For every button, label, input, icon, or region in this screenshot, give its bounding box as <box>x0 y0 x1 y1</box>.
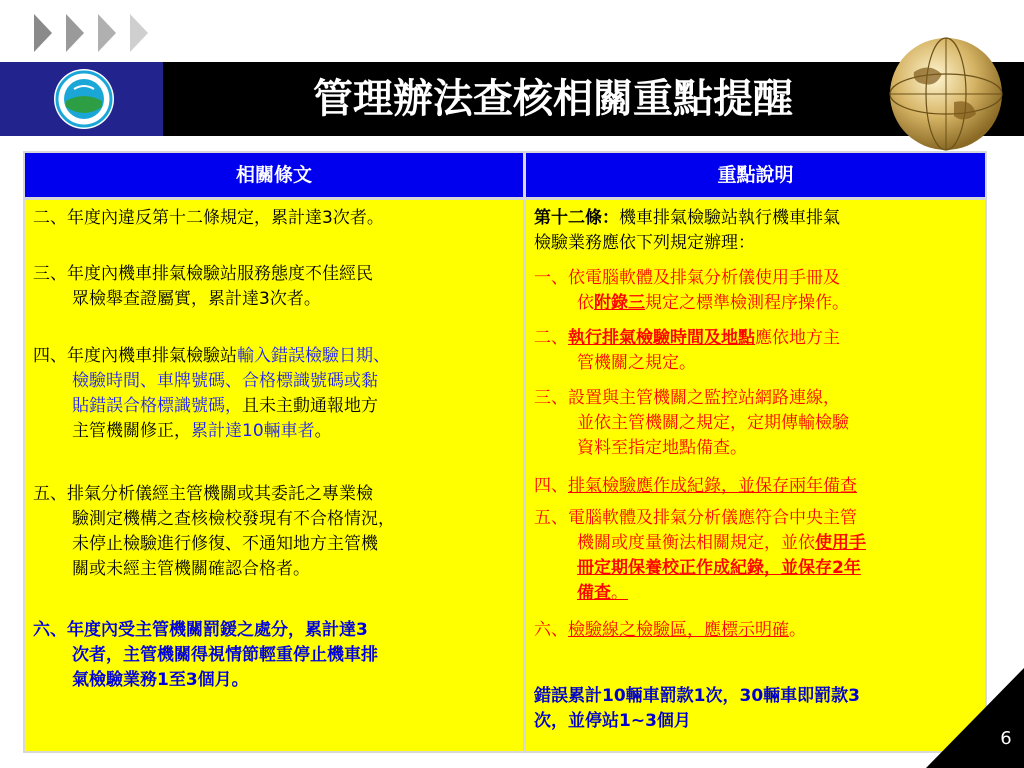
page-number: 6 <box>1000 728 1012 749</box>
rule-3: 三、設置與主管機關之監控站網路連線， 並依主管機關之規定，定期傳輸檢驗 資料至指定地點備查。 <box>534 388 849 458</box>
globe-icon <box>884 32 1008 156</box>
regulation-table <box>23 151 987 753</box>
article-item-4: 四、年度內機車排氣檢驗站輸入錯誤檢驗日期、 檢驗時間、車牌號碼、合格標識號碼或黏 貼錯誤合格標識號碼，且未主動通報地方 主管機關修正，累計達10輛車者。 <box>33 346 390 441</box>
article-item-3: 三、年度內機車排氣檢驗站服務態度不佳經民 眾檢舉查證屬實，累計達3次者。 <box>33 264 373 309</box>
key-points-cell <box>526 200 985 751</box>
related-articles-cell <box>25 200 523 751</box>
rule-4: 四、排氣檢驗應作成紀錄，並保存兩年備查 <box>534 476 857 496</box>
chevrons-icon <box>34 14 164 52</box>
penalty-note: 錯誤累計10輛車罰款1次，30輛車即罰款3 次，並停站1~3個月 <box>534 686 860 731</box>
rule-5: 五、電腦軟體及排氣分析儀應符合中央主管 機關或度量衡法相關規定，並依使用手 冊定期保養校正作成紀錄，並保存2年 備查。 <box>534 508 866 603</box>
rule-1: 一、依電腦軟體及排氣分析儀使用手冊及 依附錄三規定之標準檢測程序操作。 <box>534 268 849 313</box>
article-12-intro: 第十二條：機車排氣檢驗站執行機車排氣 檢驗業務應依下列規定辦理： <box>534 208 840 253</box>
slide-title: 管理辦法查核相關重點提醒 <box>313 76 793 122</box>
article-item-2: 二、年度內違反第十二條規定，累計達3次者。 <box>33 208 384 228</box>
rule-2: 二、執行排氣檢驗時間及地點應依地方主 管機關之規定。 <box>534 328 840 373</box>
article-item-6: 六、年度內受主管機關罰鍰之處分，累計達3 次者，主管機關得視情節輕重停止機車排 氣檢驗業務1至3個月。 <box>33 620 378 690</box>
rule-6: 六、檢驗線之檢驗區，應標示明確。 <box>534 620 806 640</box>
article-item-5: 五、排氣分析儀經主管機關或其委託之專業檢 驗測定機構之查核檢校發現有不合格情況， 未停止檢驗進行修復、不通知地方主管機 關或未經主管機關確認合格者。 <box>33 484 395 579</box>
header-key-points: 重點說明 <box>526 153 985 197</box>
corner-decoration <box>926 668 1024 768</box>
agency-logo <box>52 67 116 131</box>
header-related-articles: 相關條文 <box>25 153 523 197</box>
